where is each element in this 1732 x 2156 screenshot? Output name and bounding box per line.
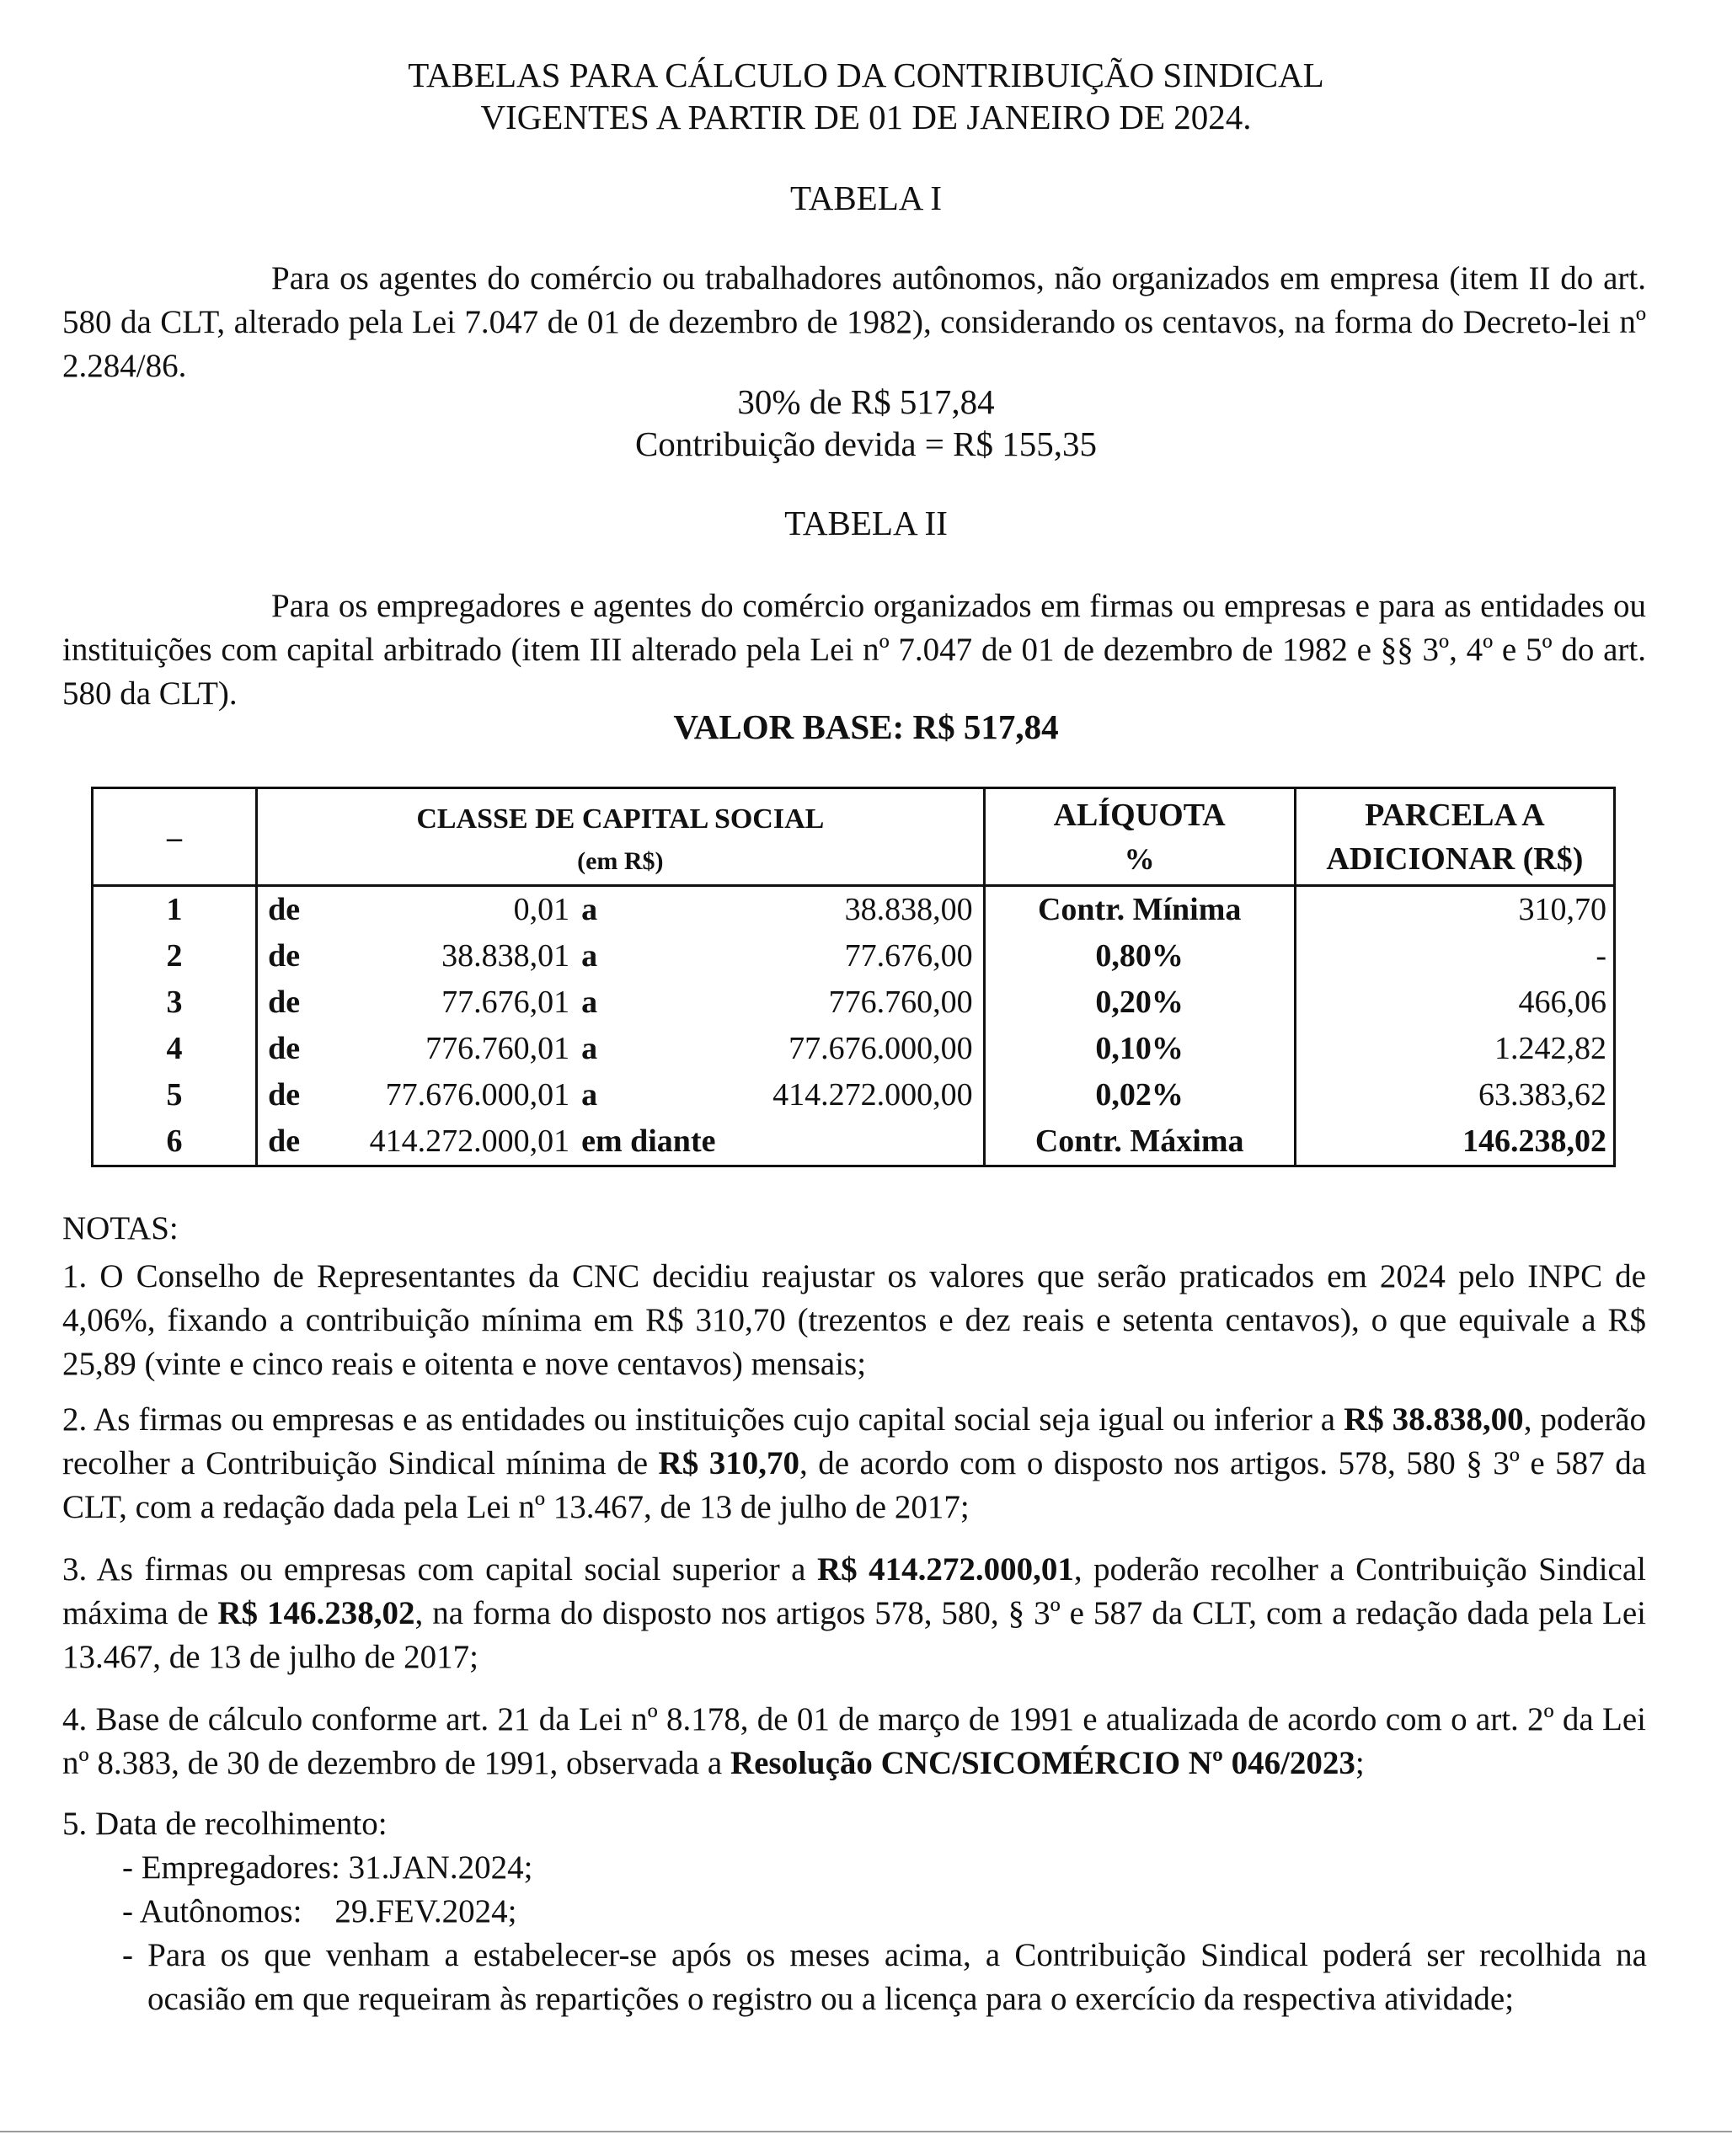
contribution-table (91, 787, 1616, 1167)
row-de: de (268, 1077, 301, 1113)
row-aliquota: 0,10% (984, 1026, 1295, 1072)
row-idx: 3 (93, 979, 257, 1026)
row-to: 414.272.000,00 (772, 1077, 973, 1113)
note-5: 5. Data de recolhimento: (62, 1806, 388, 1842)
header-classe (257, 788, 984, 886)
valor-base: VALOR BASE: R$ 517,84 (673, 707, 1059, 746)
header-parcela-line2: ADICIONAR (R$) (1326, 841, 1584, 877)
notes-title: NOTAS: (62, 1210, 179, 1246)
row-classe (257, 1118, 984, 1166)
row-from: 38.838,01 (441, 938, 570, 974)
note-3-text-a: 3. As firmas ou empresas com capital social superior a (62, 1551, 817, 1588)
row-from: 776.760,01 (425, 1031, 570, 1066)
tabela1-paragraph: Para os agentes do comércio ou trabalhadores autônomos, não organizados em empresa (item II do art. 580 da CLT, alterado pela Lei 7.047 de 01 de dezembro de 1982), considerando os centavos, na forma do Decreto-lei nº 2.284/86. (62, 260, 1646, 384)
note-2-text-a: 2. As firmas ou empresas e as entidades ou instituições cujo capital social seja igual ou inferior a (62, 1401, 1344, 1438)
row-idx: 6 (93, 1118, 257, 1166)
row-classe (257, 1072, 984, 1118)
row-parcela: - (1295, 933, 1614, 979)
row-parcela: 146.238,02 (1295, 1118, 1614, 1166)
row-aliquota: 0,02% (984, 1072, 1295, 1118)
header-parcela (1295, 788, 1614, 886)
note-2-text-c: , poderão recolher a Contribuição Sindical mínima de (62, 1401, 1647, 1481)
note-4-resolution: Resolução CNC/SICOMÉRCIO Nº 046/2023 (730, 1745, 1355, 1781)
row-from: 77.676,01 (441, 985, 570, 1020)
row-aliquota: 0,80% (984, 933, 1295, 979)
row-em-diante: em diante (581, 1123, 716, 1159)
table-row (93, 979, 1615, 1026)
header-classe-line1: CLASSE DE CAPITAL SOCIAL (416, 803, 825, 835)
note-2-min-contribution: R$ 310,70 (658, 1445, 799, 1481)
row-idx: 2 (93, 933, 257, 979)
note-3-max-contribution: R$ 146.238,02 (217, 1595, 415, 1631)
table-row (93, 933, 1615, 979)
header-parcela-line1: PARCELA A (1365, 797, 1545, 833)
header-aliquota-line1: ALÍQUOTA (1053, 797, 1226, 833)
note-4-text-c: ; (1355, 1745, 1365, 1781)
row-de: de (268, 1031, 301, 1066)
row-classe (257, 1026, 984, 1072)
row-a: a (581, 892, 598, 927)
page-bottom-divider (0, 2131, 1732, 2132)
row-aliquota: Contr. Máxima (984, 1118, 1295, 1166)
row-a: a (581, 985, 598, 1020)
row-to: 776.760,00 (828, 985, 973, 1020)
note-2-min-capital: R$ 38.838,00 (1344, 1401, 1524, 1438)
list-item: - Para os que venham a estabelecer-se após os meses acima, a Contribuição Sindical poderá ser recolhida na ocasião em que requeiram às repartições o registro ou a licença para o exercício da respectiva atividade; (122, 1937, 1647, 2017)
document-title-line2: VIGENTES A PARTIR DE 01 DE JANEIRO DE 2024. (480, 98, 1252, 136)
note-5-list (122, 1846, 1647, 2021)
header-aliquota (984, 788, 1295, 886)
row-parcela: 310,70 (1295, 886, 1614, 934)
row-idx: 5 (93, 1072, 257, 1118)
header-aliquota-line2: % (1124, 841, 1155, 876)
note-4 (62, 1698, 1646, 1785)
note-2 (62, 1398, 1646, 1529)
tabela2-paragraph: Para os empregadores e agentes do comércio organizados em firmas ou empresas e para as entidades ou instituições com capital arbitrado (item III alterado pela Lei nº 7.047 de 01 de dezembro de 1982 e §§ 3º, 4º e 5º do art. 580 da CLT). (62, 588, 1646, 712)
row-idx: 4 (93, 1026, 257, 1072)
document-title-line1: TABELAS PARA CÁLCULO DA CONTRIBUIÇÃO SINDICAL (408, 56, 1324, 94)
header-classe-line2: (em R$) (577, 846, 664, 875)
tabela1-calc-line1: 30% de R$ 517,84 (737, 382, 995, 421)
note-2-text-e: , de acordo com o disposto nos artigos. 578, 580 § 3º e 587 da CLT, com a redação dada pela Lei nº 13.467, de 13 de julho de 2017; (62, 1445, 1646, 1525)
tabela1-calc-line2: Contribuição devida = R$ 155,35 (634, 424, 1098, 463)
note-1: 1. O Conselho de Representantes da CNC decidiu reajustar os valores que serão praticados em 2024 pelo INPC de 4,06%, fixando a contribuição mínima em R$ 310,70 (trezentos e dez reais e setenta centavos), o que equivale a R$ 25,89 (vinte e cinco reais e oitenta e nove centavos) mensais; (62, 1258, 1646, 1382)
table-row (93, 1026, 1615, 1072)
row-to: 77.676,00 (844, 938, 973, 974)
row-parcela: 1.242,82 (1295, 1026, 1614, 1072)
note-3-text-c: , poderão recolher a Contribuição Sindical máxima de (62, 1551, 1646, 1631)
row-de: de (268, 985, 301, 1020)
tabela2-title: TABELA II (784, 504, 948, 542)
note-3 (62, 1548, 1646, 1679)
note-4-text-a: 4. Base de cálculo conforme art. 21 da Lei nº 8.178, de 01 de março de 1991 e atualizada de acordo com o art. 2º da Lei nº 8.383, de 30 de dezembro de 1991, observada a (62, 1701, 1646, 1781)
row-from: 414.272.000,01 (369, 1123, 570, 1159)
row-de: de (268, 892, 301, 927)
row-parcela: 466,06 (1295, 979, 1614, 1026)
row-parcela: 63.383,62 (1295, 1072, 1614, 1118)
row-a: a (581, 1077, 598, 1113)
note-3-max-capital: R$ 414.272.000,01 (816, 1551, 1074, 1588)
table-row (93, 886, 1615, 934)
header-idx: – (93, 788, 257, 886)
row-classe (257, 933, 984, 979)
row-aliquota: 0,20% (984, 979, 1295, 1026)
list-item: - Empregadores: 31.JAN.2024; (122, 1849, 533, 1886)
tabela1-title: TABELA I (789, 179, 943, 217)
note-3-text-e: , na forma do disposto nos artigos 578, 580, § 3º e 587 da CLT, com a redação dada pela Lei 13.467, de 13 de julho de 2017; (62, 1595, 1647, 1675)
row-to: 38.838,00 (844, 892, 973, 927)
table-row (93, 1072, 1615, 1118)
row-a: a (581, 1031, 598, 1066)
row-de: de (268, 1123, 301, 1159)
row-a: a (581, 938, 598, 974)
row-classe (257, 886, 984, 934)
table-row (93, 1118, 1615, 1166)
row-to: 77.676.000,00 (788, 1031, 973, 1066)
row-from: 77.676.000,01 (385, 1077, 570, 1113)
row-classe (257, 979, 984, 1026)
row-idx: 1 (93, 886, 257, 934)
row-aliquota: Contr. Mínima (984, 886, 1295, 934)
row-from: 0,01 (513, 892, 570, 927)
row-de: de (268, 938, 301, 974)
list-item: - Autônomos: 29.FEV.2024; (122, 1893, 517, 1929)
